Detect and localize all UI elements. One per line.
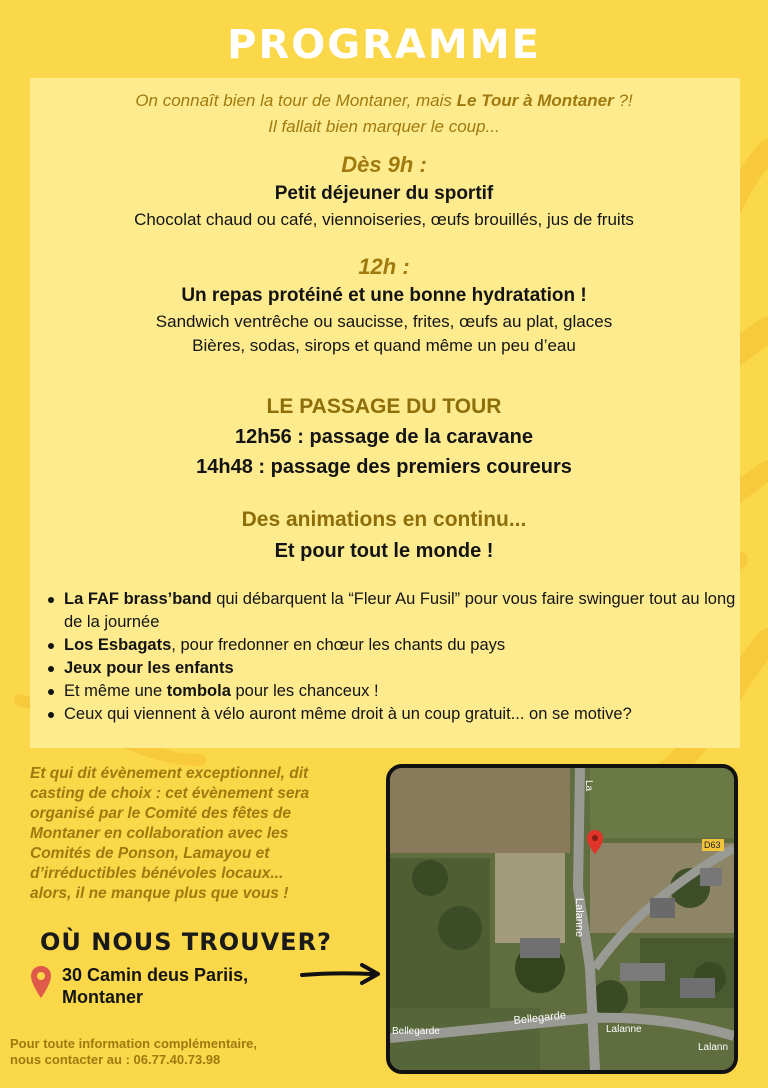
location-title: OÙ NOUS TROUVER?: [40, 928, 332, 956]
address: [62, 964, 248, 1008]
breakfast-heading: Petit déjeuner du sportif: [274, 183, 494, 204]
list-item-bold: La FAF brass’band: [64, 590, 212, 608]
map-label-lalanne-vertical: Lalanne: [573, 898, 585, 938]
intro-text: [0, 88, 768, 140]
list-item-prefix: Et même une: [64, 682, 167, 700]
list-item-text: , pour fredonner en chœur les chants du pays: [171, 636, 506, 654]
map-label-lalanne-right: Lalann: [698, 1042, 729, 1053]
note-line: Et qui dit évènement exceptionnel, dit: [30, 765, 309, 782]
list-item-bold: Los Esbagats: [64, 636, 172, 654]
lunch-desc-1: Sandwich ventrêche ou saucisse, frites, œufs au plat, glaces: [155, 312, 613, 331]
intro-line1-start: On connaît bien la tour de Montaner, mais: [135, 91, 457, 110]
lunch-desc-2: Bières, sodas, sirops et quand même un peu d’eau: [192, 336, 576, 355]
list-item-text: pour les chanceux !: [230, 682, 379, 700]
tour-line-2: 14h48 : passage des premiers coureurs: [196, 456, 572, 478]
location-map[interactable]: [386, 764, 738, 1074]
map-label-la: La: [583, 780, 594, 792]
list-item: [44, 588, 744, 634]
tour-title: LE PASSAGE DU TOUR: [266, 395, 502, 418]
animations-list: [44, 588, 744, 726]
animations-section: [0, 505, 768, 567]
breakfast-section: [0, 150, 768, 232]
arrow-right-icon: [300, 962, 382, 986]
address-line-2: Montaner: [62, 987, 143, 1007]
contact-info: [10, 1036, 257, 1068]
list-item-bold: Jeux pour les enfants: [64, 659, 234, 677]
lunch-time: 12h :: [358, 254, 410, 279]
map-label-bellegarde-center: Bellegarde: [513, 1009, 567, 1027]
address-line-1: 30 Camin deus Pariis,: [62, 965, 249, 985]
satellite-map: [390, 768, 734, 1070]
contact-line-2: nous contacter au : 06.77.40.73.98: [10, 1052, 221, 1067]
note-line: casting de choix : cet évènement sera: [30, 785, 310, 802]
intro-line2: Il fallait bien marquer le coup...: [268, 117, 500, 136]
list-item-bold: tombola: [166, 682, 231, 700]
animations-title: Des animations en continu...: [241, 508, 527, 531]
note-line: Montaner en collaboration avec les: [30, 825, 289, 842]
map-pin-icon: [30, 965, 52, 999]
list-item: [44, 703, 744, 726]
list-item: [44, 680, 744, 703]
note-line: d’irréductibles bénévoles locaux...: [30, 865, 284, 882]
list-item-text: qui débarquent la “Fleur Au Fusil” pour vous faire swinguer tout au long de la journée: [64, 590, 736, 631]
list-item: [44, 634, 744, 657]
contact-line-1: Pour toute information complémentaire,: [10, 1036, 258, 1051]
list-item-text: Ceux qui viennent à vélo auront même droit à un coup gratuit... on se motive?: [64, 705, 632, 723]
page-title: PROGRAMME: [227, 22, 541, 68]
organizers-note: [30, 764, 360, 904]
map-label-bellegarde-left: Bellegarde: [392, 1026, 440, 1037]
lunch-section: [0, 252, 768, 358]
animations-subtitle: Et pour tout le monde !: [274, 540, 494, 562]
intro-line1-end: ?!: [613, 91, 633, 110]
note-line: organisé par le Comité des fêtes de: [30, 805, 292, 822]
breakfast-time: Dès 9h :: [341, 152, 427, 177]
tour-section: [0, 392, 768, 482]
lunch-heading: Un repas protéiné et une bonne hydratation !: [181, 285, 587, 306]
breakfast-desc: Chocolat chaud ou café, viennoiseries, œufs brouillés, jus de fruits: [134, 210, 634, 229]
note-line: Comités de Ponson, Lamayou et: [30, 845, 270, 862]
map-label-d63: D63: [704, 840, 721, 850]
note-line: alors, il ne manque plus que vous !: [30, 885, 289, 902]
tour-line-1: 12h56 : passage de la caravane: [235, 426, 533, 448]
list-item: [44, 657, 744, 680]
map-label-lalanne-bottom: Lalanne: [606, 1024, 642, 1035]
intro-line1-bold: Le Tour à Montaner: [456, 91, 614, 110]
